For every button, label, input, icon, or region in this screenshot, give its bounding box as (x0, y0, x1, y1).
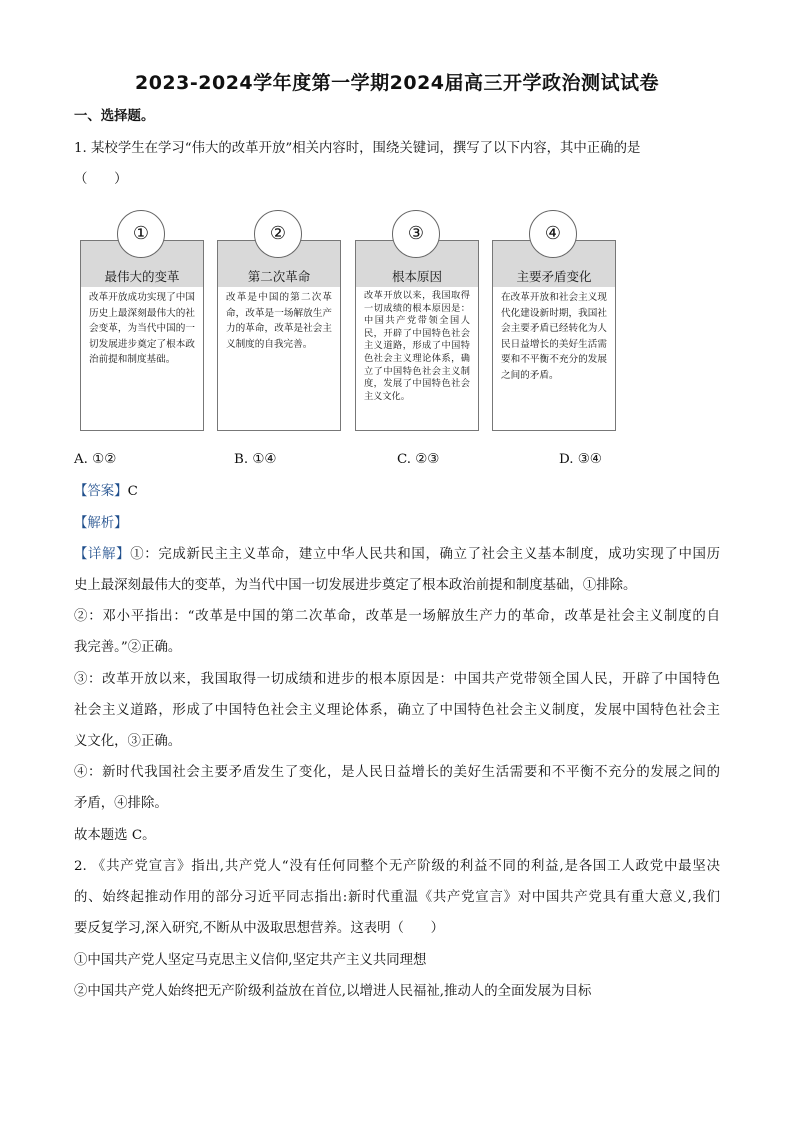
card-text: 改革开放以来，我国取得一切成绩的根本原因是：中国共产党带领全国人民，开辟了中国特色社会主义道路，形成了中国特色社会主义理论体系，确立了中国特色社会主义制度，发展了中国特色社会主义文化。 (364, 290, 470, 402)
explanation-line-1 (74, 545, 720, 565)
question-1-bracket: （ ） (74, 172, 128, 187)
card-body (492, 287, 616, 431)
question-2-stem-2: 的、始终起推动作用的部分习近平同志指出:新时代重温《共产党宣言》对中国共产党具有重大意义,我们 (74, 890, 720, 905)
question-2-item-1: ①中国共产党人坚定马克思主义信仰,坚定共产主义共同理想 (74, 953, 427, 968)
question-2-stem-1: 2. 《共产党宣言》指出,共产党人“没有任何同整个无产阶级的利益不同的利益,是各国工人政党中最坚决 (74, 859, 720, 874)
explanation-line-9: 矛盾，④排除。 (74, 796, 168, 811)
question-1-options (74, 452, 654, 472)
card-body (217, 287, 341, 431)
card-number: ④ (529, 210, 577, 258)
conclusion-line: 故本题选 C。 (74, 828, 156, 843)
question-1-stem: 1. 某校学生在学习“伟大的改革开放”相关内容时，围绕关键词，撰写了以下内容，其中正确的是 (74, 141, 641, 156)
answer-tag: 【答案】 (74, 484, 128, 499)
card-text: 在改革开放和社会主义现代化建设新时期，我国社会主要矛盾已经转化为人民日益增长的美好生活需要和不平衡不充分的发展之间的矛盾。 (501, 292, 607, 381)
card-label: 根本原因 (391, 269, 442, 284)
explanation-line-2: 史上最深刻最伟大的变革，为当代中国一切发展进步奠定了根本政治前提和制度基础，①排除。 (74, 578, 637, 593)
keyword-card-3 (355, 210, 479, 432)
explanation-line-4: 我完善。”②正确。 (74, 640, 182, 655)
analysis-tag: 【解析】 (74, 516, 128, 531)
card-number: ② (254, 210, 302, 258)
card-label: 最伟大的变革 (104, 269, 180, 284)
page-title: 2023-2024学年度第一学期2024届高三开学政治测试试卷 (134, 72, 660, 94)
explanation-line-8: ④：新时代我国社会主要矛盾发生了变化，是人民日益增长的美好生活需要和不平衡不充分的发展之间的 (74, 765, 720, 780)
question-2-stem-3: 要反复学习,深入研究,不断从中汲取思想营养。这表明（ ） (74, 921, 445, 936)
card-text: 改革是中国的第二次革命，改革是一场解放生产力的革命，改革是社会主义制度的自我完善。 (226, 292, 332, 350)
option-d[interactable]: D. ③④ (559, 452, 602, 467)
question-2-item-2: ②中国共产党人始终把无产阶级利益放在首位,以增进人民福祉,推动人的全面发展为目标 (74, 984, 592, 999)
explanation-text: ①：完成新民主主义革命，建立中华人民共和国，确立了社会主义基本制度，成功实现了中国历 (130, 547, 720, 562)
analysis-line (74, 514, 128, 534)
keyword-card-2 (217, 210, 341, 432)
explanation-line-5: ③：改革开放以来，我国取得一切成绩和进步的根本原因是：中国共产党带领全国人民，开辟了中国特色 (74, 672, 720, 687)
answer-value: C (127, 484, 138, 499)
explanation-line-3: ②：邓小平指出：“改革是中国的第二次革命，改革是一场解放生产力的革命，改革是社会主义制度的自 (74, 609, 720, 624)
explanation-line-7: 义文化，③正确。 (74, 734, 182, 749)
keyword-card-4 (492, 210, 616, 432)
card-text: 改革开放成功实现了中国历史上最深刻最伟大的社会变革，为当代中国的一切发展进步奠定了根本政治前提和制度基础。 (89, 292, 195, 365)
option-c[interactable]: C. ②③ (397, 452, 440, 467)
option-a[interactable]: A. ①② (74, 452, 117, 467)
keyword-diagram (80, 210, 620, 432)
keyword-card-1 (80, 210, 204, 432)
explanation-line-6: 社会主义道路，形成了中国特色社会主义理论体系，确立了中国特色社会主义制度，发展中国特色社会主 (74, 703, 720, 718)
option-b[interactable]: B. ①④ (234, 452, 277, 467)
section-heading: 一、选择题。 (74, 109, 155, 124)
card-body (80, 287, 204, 431)
card-number: ③ (392, 210, 440, 258)
answer-line (74, 482, 138, 502)
card-label: 第二次革命 (247, 269, 311, 284)
card-body (355, 287, 479, 431)
card-number: ① (117, 210, 165, 258)
card-label: 主要矛盾变化 (516, 269, 592, 284)
detail-tag: 【详解】 (74, 547, 131, 562)
